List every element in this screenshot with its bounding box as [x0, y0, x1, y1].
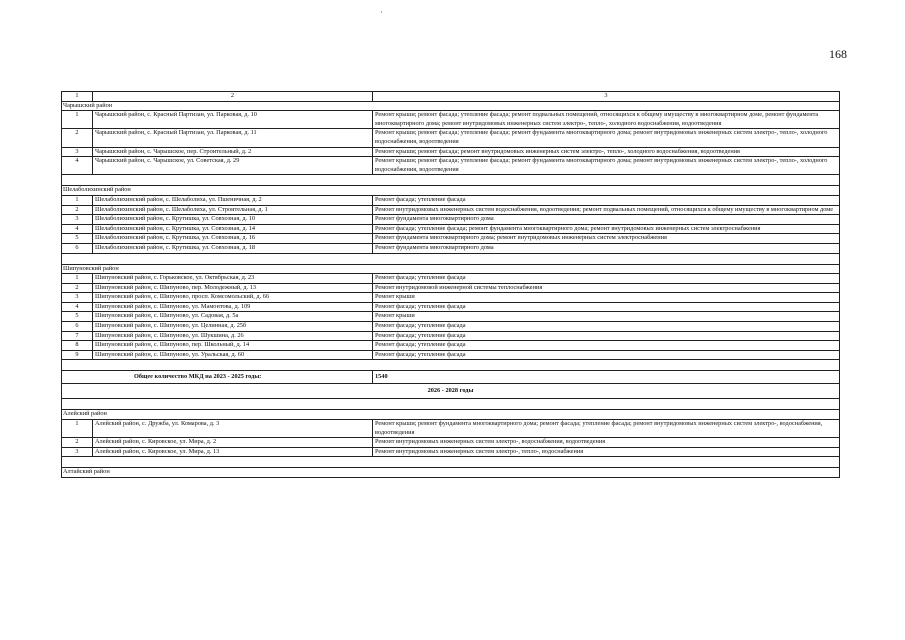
table-row	[62, 350, 840, 360]
table-row	[62, 205, 840, 215]
row-number: 1	[62, 111, 93, 129]
works-cell: Ремонт крыши	[373, 293, 840, 303]
works-cell: Ремонт крыши; ремонт фасада; утепление фасада; ремонт подвальных помещений, относящихся к общему имуществу в многоквартирном доме, ремонт фундамента многоквартирного дома; ремонт внутридомовых инженерных систем электро-, тепло-, холодного водоснабжения, водоотведения	[373, 111, 840, 129]
table-row	[62, 293, 840, 303]
address-cell: Шипуновский район, с. Шипуново, ул. Уральская, д. 60	[93, 350, 373, 360]
table-row	[62, 147, 840, 157]
spacer-row	[62, 253, 840, 264]
address-cell: Алейский район, с. Кировское, ул. Мира, д. 2	[93, 438, 373, 448]
works-cell: Ремонт фасада; утепление фасада; ремонт фундамента многоквартирного дома; ремонт внутридомовых инженерных систем электроснабжения	[373, 224, 840, 234]
address-cell: Шелаболихинский район, с. Крутишка, ул. Совхозная, д. 16	[93, 234, 373, 244]
table-row	[62, 447, 840, 457]
address-cell: Шелаболихинский район, с. Шелаболиха, ул. Пшеничная, д. 2	[93, 195, 373, 205]
row-number: 3	[62, 215, 93, 225]
works-cell: Ремонт внутридомовых инженерных систем водоснабжения, водоотведения; ремонт подвальных помещений, относящихся к общему имуществу в многоквартирном доме	[373, 205, 840, 215]
works-cell: Ремонт фундамента многоквартирного дома	[373, 215, 840, 225]
address-cell: Шипуновский район, с. Шипуново, пер. Школьный, д. 14	[93, 341, 373, 351]
address-cell: Алейский район, с. Кировское, ул. Мира, д. 13	[93, 447, 373, 457]
table-row	[62, 438, 840, 448]
row-number: 4	[62, 224, 93, 234]
works-cell: Ремонт крыши; ремонт фундамента многоквартирного дома; ремонт фасада; утепление фасада; ремонт внутридомовых инженерных систем электро-, водоснабжения, водоотведения	[373, 420, 840, 438]
address-cell: Шипуновский район, с. Шипуново, просп. Комсомольский, д. 66	[93, 293, 373, 303]
row-number: 3	[62, 147, 93, 157]
works-cell: Ремонт внутридомовой инженерной системы теплоснабжения	[373, 283, 840, 293]
address-cell: Шипуновский район, с. Горьковское, ул. Октябрьская, д. 23	[93, 274, 373, 284]
page-number: 168	[829, 47, 847, 61]
address-cell: Чарышский район, с. Красный Партизан, ул. Парковая, д. 10	[93, 111, 373, 129]
works-cell: Ремонт крыши; ремонт фасада; ремонт внутридомовых инженерных систем электро-, тепло-, холодного водоснабжения, водоотведения	[373, 147, 840, 157]
district-row	[62, 410, 840, 420]
address-cell: Шипуновский район, с. Шипуново, пер. Молодежный, д. 13	[93, 283, 373, 293]
spacer-cell	[62, 175, 840, 186]
table-row	[62, 234, 840, 244]
works-cell: Ремонт фасада; утепление фасада	[373, 350, 840, 360]
works-cell: Ремонт фасада; утепление фасада	[373, 302, 840, 312]
total-label: Общее количество МКД на 2023 - 2025 годы:	[62, 371, 373, 384]
row-number: 4	[62, 302, 93, 312]
address-cell: Шипуновский район, с. Шипуново, ул. Целинная, д. 25б	[93, 322, 373, 332]
spacer-cell	[62, 457, 840, 468]
row-number: 9	[62, 350, 93, 360]
district-name: Шелаболихинский район	[62, 186, 840, 196]
row-number: 2	[62, 438, 93, 448]
table-row	[62, 195, 840, 205]
district-name: Алейский район	[62, 410, 840, 420]
works-cell: Ремонт крыши; ремонт фасада; утепление фасада; ремонт фундамента многоквартирного дома; ремонт внутридомовых инженерных систем электро-, тепло-, холодного водоснабжения, водоотведения	[373, 129, 840, 147]
row-number: 3	[62, 293, 93, 303]
address-cell: Шипуновский район, с. Шипуново, ул. Садовая, д. 5а	[93, 312, 373, 322]
row-number: 4	[62, 157, 93, 175]
works-cell: Ремонт фасада; утепление фасада	[373, 341, 840, 351]
row-number: 7	[62, 331, 93, 341]
district-row	[62, 264, 840, 274]
row-number: 1	[62, 420, 93, 438]
row-number: 1	[62, 195, 93, 205]
total-value: 1540	[373, 371, 840, 384]
table-row	[62, 302, 840, 312]
works-cell: Ремонт крыши	[373, 312, 840, 322]
table-row	[62, 224, 840, 234]
works-cell: Ремонт фасада; утепление фасада	[373, 322, 840, 332]
table-row	[62, 312, 840, 322]
table-row	[62, 111, 840, 129]
table-row	[62, 322, 840, 332]
table-row	[62, 341, 840, 351]
column-header: 2	[93, 92, 373, 102]
period-heading: 2026 - 2028 годы	[62, 384, 840, 399]
works-cell: Ремонт фундамента многоквартирного дома; ремонт внутридомовых инженерных систем электроснабжения	[373, 234, 840, 244]
spacer-cell	[62, 360, 840, 371]
total-row	[62, 371, 840, 384]
district-row	[62, 186, 840, 196]
address-cell: Шелаболихинский район, с. Шелаболиха, ул. Строительная, д. 1	[93, 205, 373, 215]
table-row	[62, 215, 840, 225]
row-number: 2	[62, 283, 93, 293]
works-cell: Ремонт внутридомовых инженерных систем электро-, водоснабжения, водоотведения	[373, 438, 840, 448]
spacer-row	[62, 399, 840, 410]
row-number: 1	[62, 274, 93, 284]
spacer-row	[62, 457, 840, 468]
row-number: 5	[62, 312, 93, 322]
works-cell: Ремонт фасада; утепление фасада	[373, 195, 840, 205]
address-cell: Шипуновский район, с. Шипуново, ул. Мамонтова, д. 109	[93, 302, 373, 312]
row-number: 2	[62, 129, 93, 147]
table-row	[62, 283, 840, 293]
address-cell: Чарышский район, с. Красный Партизан, ул. Парковая, д. 11	[93, 129, 373, 147]
district-row	[62, 101, 840, 111]
address-cell: Шипуновский район, с. Шипуново, ул. Шукшина, д. 26	[93, 331, 373, 341]
works-cell: Ремонт фундамента многоквартирного дома	[373, 243, 840, 253]
address-cell: Чарышский район, с. Чарышское, ул. Советская, д. 29	[93, 157, 373, 175]
district-name: Чарышский район	[62, 101, 840, 111]
spacer-cell	[62, 399, 840, 410]
district-row	[62, 468, 840, 478]
address-cell: Чарышский район, с. Чарышское, пер. Строительный, д. 2	[93, 147, 373, 157]
address-cell: Алейский район, с. Дружба, ул. Комарова, д. 3	[93, 420, 373, 438]
table-row	[62, 157, 840, 175]
spacer-cell	[62, 253, 840, 264]
row-number: 6	[62, 243, 93, 253]
table-row	[62, 331, 840, 341]
housing-repair-table	[61, 91, 840, 478]
address-cell: Шелаболихинский район, с. Крутишка, ул. Совхозная, д. 10	[93, 215, 373, 225]
works-cell: Ремонт фасада; утепление фасада	[373, 274, 840, 284]
spacer-row	[62, 175, 840, 186]
period-heading-row	[62, 384, 840, 399]
table-row	[62, 129, 840, 147]
district-name: Алтайский район	[62, 468, 840, 478]
column-header: 3	[373, 92, 840, 102]
table-row	[62, 420, 840, 438]
row-number: 8	[62, 341, 93, 351]
row-number: 5	[62, 234, 93, 244]
column-header: 1	[62, 92, 93, 102]
row-number: 2	[62, 205, 93, 215]
spacer-row	[62, 360, 840, 371]
table-row	[62, 243, 840, 253]
district-name: Шипуновский район	[62, 264, 840, 274]
works-cell: Ремонт крыши; ремонт фасада; утепление фасада; ремонт фундамента многоквартирного дома; ремонт внутридомовых инженерных систем электро-, тепло-, холодного водоснабжения, водоотведения	[373, 157, 840, 175]
works-cell: Ремонт фасада; утепление фасада	[373, 331, 840, 341]
row-number: 6	[62, 322, 93, 332]
table-row	[62, 274, 840, 284]
works-cell: Ремонт внутридомовых инженерных систем электро-, тепло-, водоснабжения	[373, 447, 840, 457]
scan-mark: ·	[380, 8, 383, 17]
address-cell: Шелаболихинский район, с. Крутишка, ул. Совхозная, д. 18	[93, 243, 373, 253]
address-cell: Шелаболихинский район, с. Крутишка, ул. Совхозная, д. 14	[93, 224, 373, 234]
row-number: 3	[62, 447, 93, 457]
column-header-row	[62, 92, 840, 102]
